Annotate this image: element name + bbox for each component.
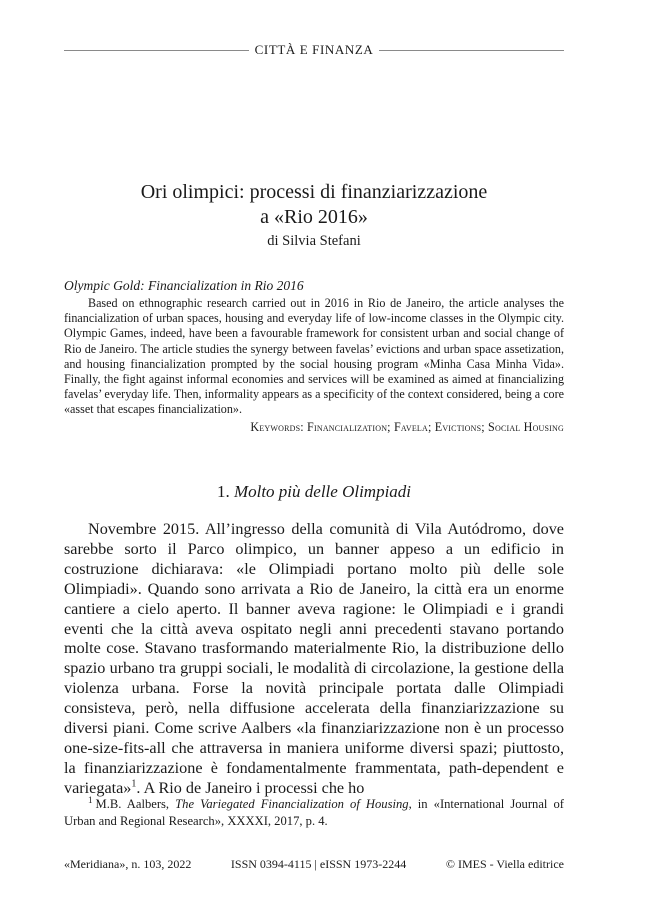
footnote-rest: , in «International Journal of Urban and Regional Research», XXXXI, 2017, p. 4.	[64, 797, 564, 828]
footnote-work-title: The Variegated Financialization of Housing	[175, 797, 409, 811]
running-head-rule-left	[64, 50, 249, 51]
footer-issn: ISSN 0394-4115 | eISSN 1973-2244	[230, 857, 407, 871]
footnote-reference[interactable]: 1	[131, 778, 137, 790]
page-footer	[64, 857, 564, 872]
article-author: di Silvia Stefani	[267, 233, 361, 249]
keywords: Keywords: Financialization; Favela; Evictions; Social Housing	[250, 420, 564, 434]
body-text-tail: . A Rio de Janeiro i processi che ho	[136, 778, 365, 797]
footnote	[64, 796, 564, 830]
footnote-mark: 1	[88, 794, 93, 805]
abstract-text: Based on ethnographic research carried out in 2016 in Rio de Janeiro, the article analyses the financialization of urban spaces, housing and everyday life of low-income classes in the Olympic city. Olympic Games, indeed, have been a favourable framework for consistent urban and social change of Rio de Janeiro. The article studies the synergy between favelas’ evictions and urban space assetization, and housing financialization prompted by the social housing program «Minha Casa Minha Vida». Finally, the fight against informal economies and services will be examined as aimed at financializing favelas’ everyday life. Then, informality appears as a specificity of the context considered, being a core «asset that escapes financialization».	[64, 296, 564, 417]
section-title: Molto più delle Olimpiadi	[233, 482, 412, 501]
footer-publisher: © IMES - Viella editrice	[445, 857, 564, 871]
article-title	[64, 180, 564, 230]
section-heading	[64, 482, 564, 502]
abstract-title: Olympic Gold: Financialization in Rio 2016	[64, 278, 304, 293]
running-head	[64, 42, 564, 58]
body-text: Novembre 2015. All’ingresso della comunità di Vila Autódromo, dove sarebbe sorto il Parco olimpico, un banner appeso a un edificio in costruzione dichiarava: «le Olimpiadi portano molto più delle sole Olimpiadi». Quando sono arrivata a Rio de Janeiro, la città era un enorme cantiere a cielo aperto. Il banner aveva ragione: le Olimpiadi e i grandi eventi che la città aveva ospitato negli anni precedenti stavano portando molte cose. Stavano trasformando materialmente Rio, la distribuzione dello spazio urbano tra gruppi sociali, le modalità di circolazione, la gestione della violenza urbana. Forse la novità principale portata dalle Olimpiadi consisteva, però, nella diffusione accelerata della finanziarizzazione su diversi piani. Come scrive Aalbers «la finanziarizzazione non è un processo one-size-fits-all che attraversa in maniera uniforme diversi spazi; piuttosto, la finanziarizzazione è fondamentalmente frammentata, path-dependent e variegata»	[64, 520, 564, 797]
footnote-author: M.B. Aalbers,	[95, 797, 170, 811]
running-head-label: CITTÀ E FINANZA	[254, 42, 374, 57]
section-number: 1.	[216, 482, 230, 501]
body-paragraph	[64, 520, 564, 799]
article-title-line-1: Ori olimpici: processi di finanziarizzazione	[140, 181, 488, 203]
article-title-line-2: a «Rio 2016»	[260, 206, 368, 228]
footer-journal: «Meridiana», n. 103, 2022	[64, 857, 192, 871]
running-head-rule-right	[379, 50, 564, 51]
